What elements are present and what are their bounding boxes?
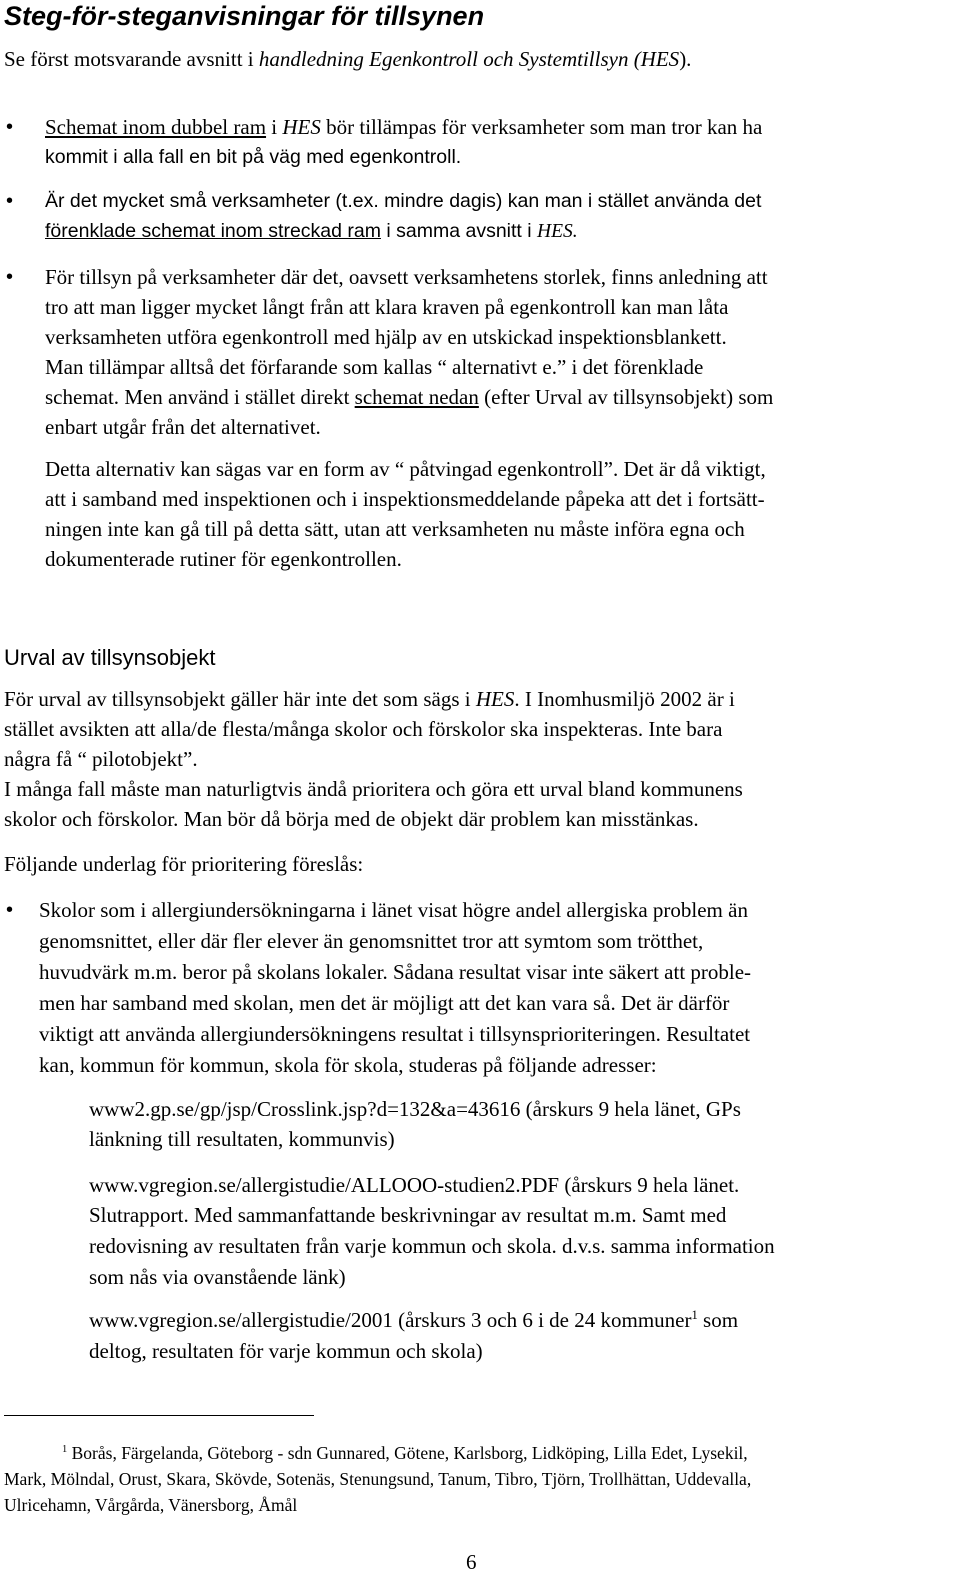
text: schemat. <box>45 385 120 409</box>
section2-p1-line3: några få “ pilotobjekt”. <box>4 747 198 771</box>
bullet1-line1 <box>45 112 762 142</box>
section-heading: Urval av tillsynsobjekt <box>4 645 216 670</box>
bullet2-line1: Är det mycket små verksamheter (t.ex. mindre dagis) kan man i stället använda det <box>45 190 762 212</box>
address-1-line2: länkning till resultaten, kommunvis) <box>89 1127 395 1151</box>
bullet3-line2: tro att man ligger mycket långt från att klara kraven på egenkontroll kan man låta <box>45 295 729 319</box>
intro-italic: handledning Egenkontroll och Systemtillsyn (HES <box>258 47 680 71</box>
intro-text-end: ). <box>679 47 692 71</box>
text: Borås, Färgelanda, Göteborg - sdn Gunnared, Götene, Karlsborg, Lidköping, Lilla Edet, Lysekil, <box>67 1443 748 1463</box>
section2-p2-line1: I många fall måste man naturligtvis ändå prioritera och göra ett urval bland kommunens <box>4 777 743 801</box>
text: i samma avsnitt i <box>380 220 538 242</box>
bullet3-line1: För tillsyn på verksamheter där det, oavsett verksamhetens storlek, finns anledning att <box>45 265 768 289</box>
bullet3-p2-line2: att i samband med inspektionen och i inspektionsmeddelande påpeka att det i fortsätt- <box>45 487 765 511</box>
bullet-marker: • <box>6 266 14 288</box>
text: . I Inomhusmiljö 2002 är i <box>514 687 735 711</box>
bullet1-line2: kommit i alla fall en bit på väg med egenkontroll. <box>45 146 462 168</box>
section2-p1-line1 <box>4 684 735 714</box>
address-3-line2: deltog, resultaten för varje kommun och skola) <box>89 1339 483 1363</box>
address-2-line3: redovisning av resultaten från varje kommun och skola. d.v.s. samma information <box>89 1234 775 1258</box>
section2-bullet-line4: men har samband med skolan, men det är möjligt att det kan vara så. Det är därför <box>39 991 730 1015</box>
hes-italic: HES. <box>537 221 578 242</box>
address-3-line1 <box>89 1305 738 1335</box>
link-dubbel-ram[interactable]: Schemat inom dubbel ram <box>45 115 267 139</box>
address-2-line2: Slutrapport. Med sammanfattande beskrivningar av resultat m.m. Samt med <box>89 1203 727 1227</box>
text: i <box>266 115 283 139</box>
bullet3-line6: enbart utgår från det alternativet. <box>45 415 321 439</box>
link-schemat-nedan[interactable]: schemat nedan <box>354 385 479 409</box>
bullet2-line2 <box>45 216 578 247</box>
section2-bullet-line1: Skolor som i allergiundersökningarna i länet visat högre andel allergiska problem än <box>39 898 748 922</box>
bullet3-p2-line1: Detta alternativ kan sägas var en form av “ påtvingad egenkontroll”. Det är då viktigt, <box>45 457 766 481</box>
text: För urval av tillsynsobjekt gäller här inte det som sägs i <box>4 687 476 711</box>
address-2-line4: som nås via ovanstående länk) <box>89 1265 346 1289</box>
address-1-line1[interactable]: www2.gp.se/gp/jsp/Crosslink.jsp?d=132&a=43616 (årskurs 9 hela länet, GPs <box>89 1097 741 1121</box>
footnote-mark: 1 <box>62 1444 68 1456</box>
hes-italic: HES <box>475 687 515 711</box>
bullet3-line5 <box>45 382 773 412</box>
bullet3-p2-line4: dokumenterade rutiner för egenkontrollen. <box>45 547 402 571</box>
page-title: Steg-för-steganvisningar för tillsynen <box>4 1 485 31</box>
footnote-separator <box>4 1415 314 1416</box>
bullet3-p2-line3: ningen inte kan gå till på detta sätt, utan att verksamheten nu måste införa egna och <box>45 517 745 541</box>
section2-bullet-line2: genomsnittet, eller där fler elever än genomsnittet tror att symtom som trötthet, <box>39 929 704 953</box>
text: bör tillämpas för verksamheter som man tror kan ha <box>320 115 763 139</box>
intro-paragraph <box>4 44 691 74</box>
bullet-marker: • <box>6 190 14 212</box>
bullet-marker: • <box>6 899 14 921</box>
section2-bullet-line6: kan, kommun för kommun, skola för skola, studeras på följande adresser: <box>39 1053 657 1077</box>
text: Men använd i stället direkt <box>119 385 355 409</box>
link-streckad-ram[interactable]: förenklade schemat inom streckad ram <box>45 220 381 242</box>
section2-p2-line2: skolor och förskolor. Man bör då börja med de objekt där problem kan misstänkas. <box>4 807 699 831</box>
text: (efter Urval av tillsynsobjekt) som <box>478 385 774 409</box>
bullet3-line3: verksamheten utföra egenkontroll med hjälp av en utskickad inspektionsblankett. <box>45 325 727 349</box>
address-3-link[interactable]: www.vgregion.se/allergistudie/2001 (årskurs 3 och 6 i de 24 kommuner <box>89 1308 692 1332</box>
text: som <box>697 1308 739 1332</box>
bullet3-line4: Man tillämpar alltså det förfarande som kallas “ alternativt e.” i det förenklade <box>45 355 704 379</box>
address-2-line1[interactable]: www.vgregion.se/allergistudie/ALLOOO-studien2.PDF (årskurs 9 hela länet. <box>89 1173 740 1197</box>
page-number: 6 <box>466 1550 477 1574</box>
bullet-marker: • <box>6 116 14 138</box>
section2-bullet-line5: viktigt att använda allergiundersökningens resultat i tillsynsprioriteringen. Resultatet <box>39 1022 751 1046</box>
section2-bullet-line3: huvudvärk m.m. beror på skolans lokaler. Sådana resultat visar inte säkert att proble- <box>39 960 752 984</box>
section2-p1-line2: stället avsikten att alla/de flesta/många skolor och förskolor ska inspekteras. Inte bara <box>4 717 723 741</box>
footnote-line1 <box>62 1440 748 1466</box>
footnote-line3: Ulricehamn, Vårgårda, Vänersborg, Åmål <box>4 1495 298 1515</box>
intro-text: Se först motsvarande avsnitt i <box>4 47 259 71</box>
footnote-reference[interactable]: 1 <box>691 1308 698 1322</box>
footnote-line2: Mark, Mölndal, Orust, Skara, Skövde, Sotenäs, Stenungsund, Tanum, Tibro, Tjörn, Trollhättan, Uddevalla, <box>4 1469 752 1489</box>
section2-p3: Följande underlag för prioritering föreslås: <box>4 852 364 876</box>
hes-italic: HES <box>282 115 321 139</box>
